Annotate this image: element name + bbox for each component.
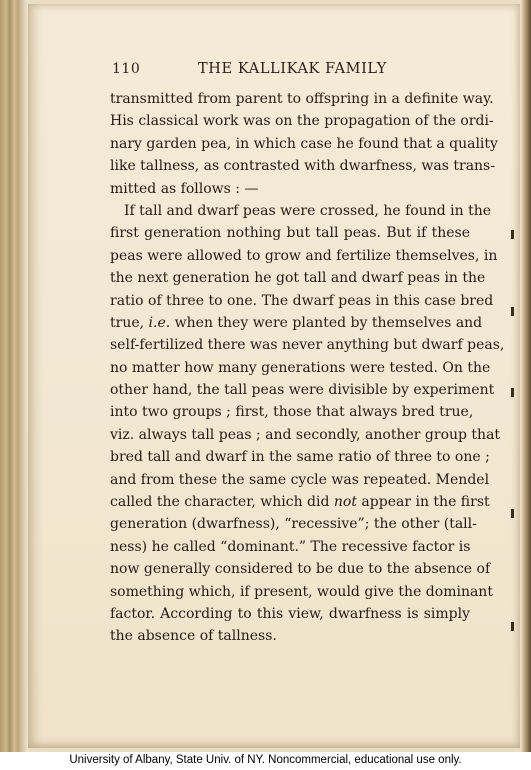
text-line: no matter how many generations were tested. On the bbox=[110, 359, 491, 376]
text-line: like tallness, as contrasted with dwarfness, was trans- bbox=[110, 158, 495, 175]
running-title: THE KALLIKAK FAMILY bbox=[198, 61, 387, 77]
usage-notice: University of Albany, State Univ. of NY. Noncommercial, educational use only. bbox=[69, 754, 462, 766]
text-line: viz. always tall peas ; and secondly, another group that bbox=[110, 426, 501, 443]
text-line: transmitted from parent to offspring in a definite way. bbox=[110, 91, 494, 107]
paragraph bbox=[110, 200, 505, 648]
text-line: nary garden pea, in which case he found that a quality bbox=[110, 135, 498, 152]
book-fore-edge bbox=[521, 0, 531, 752]
text-line: mitted as follows : — bbox=[110, 180, 259, 197]
text-line: first generation nothing but tall peas. But if these bbox=[110, 225, 470, 242]
text-line: called the character, which did not appear in the first bbox=[110, 494, 490, 511]
page-edge-mark bbox=[511, 307, 514, 316]
text-line: bred tall and dwarf in the same ratio of three to one ; bbox=[110, 449, 490, 466]
text-line: into two groups ; first, those that always bred true, bbox=[110, 404, 474, 421]
text-line: factor. According to this view, dwarfness is simply bbox=[110, 605, 470, 622]
text-line: ratio of three to one. The dwarf peas in this case bred bbox=[110, 292, 494, 309]
book-spine-edge bbox=[0, 0, 28, 752]
page-edge-mark bbox=[511, 509, 514, 518]
page-edge-mark bbox=[511, 622, 514, 631]
text-line: peas were allowed to grow and fertilize themselves, in bbox=[110, 247, 498, 264]
text-line: If tall and dwarf peas were crossed, he found in the bbox=[124, 202, 492, 219]
text-line: His classical work was on the propagation of the ordi- bbox=[110, 113, 494, 130]
text-line: now generally considered to be due to the absence of bbox=[110, 561, 491, 578]
text-line: other hand, the tall peas were divisible by experiment bbox=[110, 382, 495, 399]
page-edge-mark bbox=[511, 230, 514, 239]
page-header bbox=[112, 61, 472, 81]
page-edge-mark bbox=[511, 388, 514, 397]
text-line: and from these the same cycle was repeated. Mendel bbox=[110, 471, 490, 488]
text-line: the next generation he got tall and dwarf peas in the bbox=[110, 270, 486, 287]
paragraph bbox=[110, 88, 498, 200]
text-line: self-fertilized there was never anything but dwarf peas, bbox=[110, 337, 505, 354]
text-line: something which, if present, would give the dominant bbox=[110, 583, 493, 600]
text-line: true, i.e. when they were planted by themselves and bbox=[110, 314, 483, 331]
body-text bbox=[110, 88, 505, 648]
text-line: the absence of tallness. bbox=[110, 628, 277, 645]
page-number: 110 bbox=[112, 61, 141, 77]
text-line: ness) he called “dominant.” The recessive factor is bbox=[110, 538, 471, 555]
text-line: generation (dwarfness), “recessive”; the other (tall- bbox=[110, 516, 477, 533]
